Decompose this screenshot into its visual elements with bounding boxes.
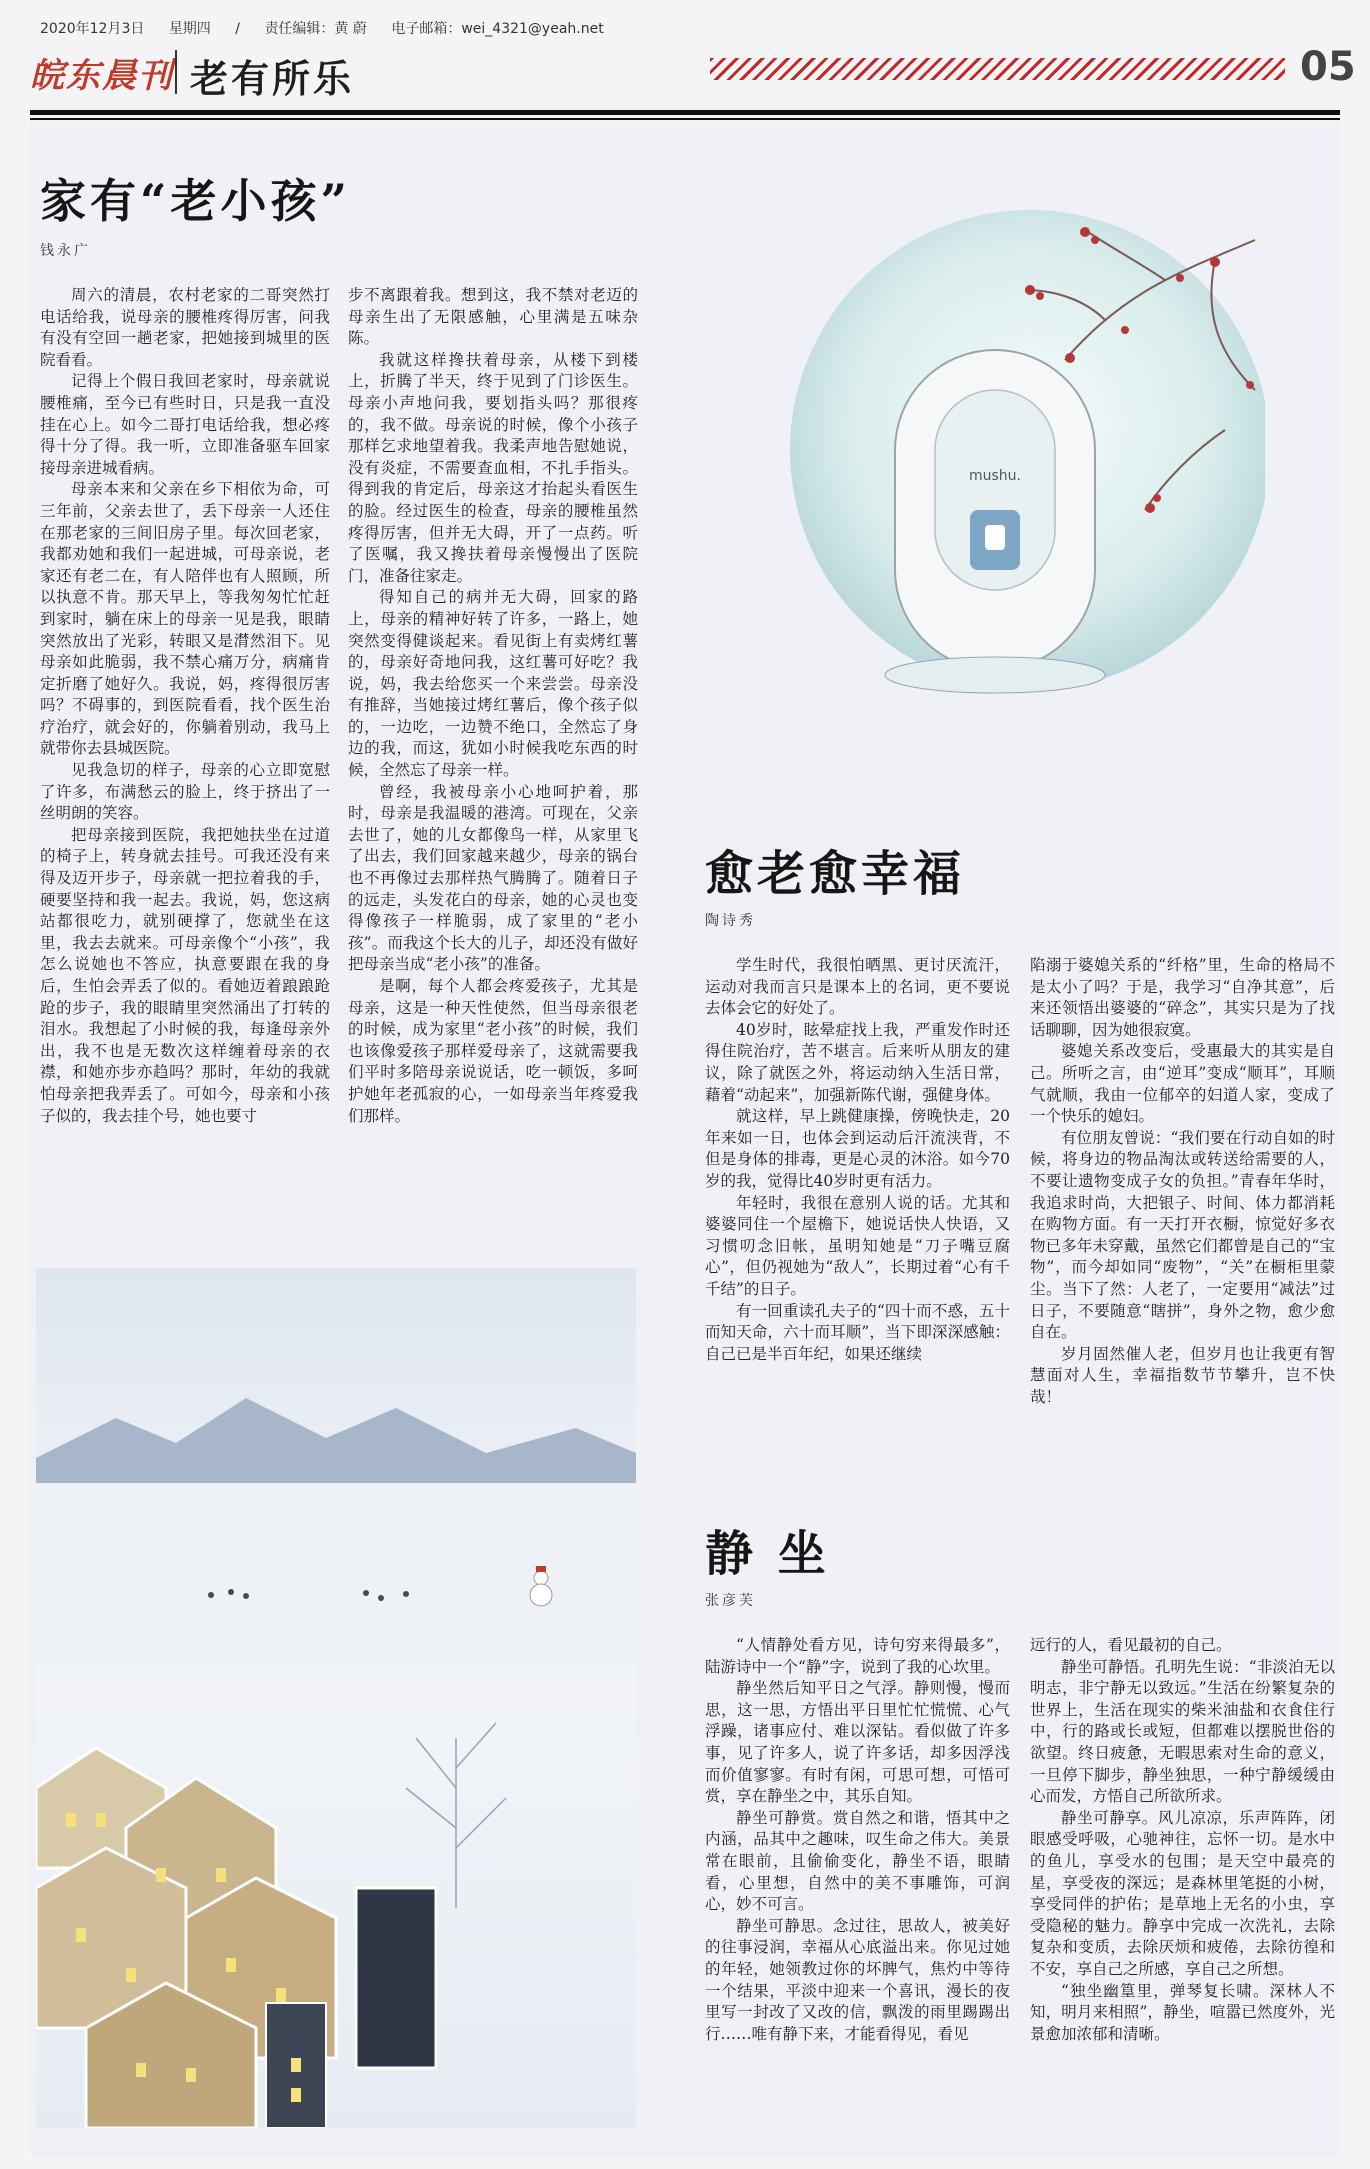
paragraph: “独坐幽篁里，弹琴复长啸。深林人不知，明月来相照”，静坐，喧嚣已然度外，光景愈加浓郁和清晰。 bbox=[1030, 1981, 1335, 2043]
masthead-rule-thin bbox=[30, 118, 1340, 120]
paragraph: “人情静处看方见，诗句穷来得最多”，陆游诗中一个“静”字，说到了我的心坎里。 bbox=[705, 1636, 1010, 1676]
snow-globe-illustration bbox=[785, 180, 1265, 750]
paragraph: 把母亲接到医院，我把她扶坐在过道的椅子上，转身就去挂号。可我还没有来得及迈开步子，母亲就一把拉着我的手，硬要坚持和我一起去。我说，妈，您这病站都很吃力，就别硬撑了，您就坐在这里，我去去就来。可母亲像个“小孩”，我怎么说她也不答应，执意要跟在我的身后，生怕会弄丢了似的。看她迈着踉踉跄跄的步子，我的眼睛里突然涌出了打转的泪水。我想起了小时候的我，每逢母亲外出，我不也是无数次这样缠着母亲的衣襟，和她亦步亦趋吗？那时，年幼的我就怕母亲把我弄丢了。可如今，母亲和小孩子似的，我去挂个号，她也要寸 bbox=[40, 825, 330, 1125]
paragraph: 母亲本来和父亲在乡下相依为命，可三年前，父亲去世了，丢下母亲一人还住在那老家的三间旧房子里。每次回老家，我都劝她和我们一起进城，可母亲说，老家还有老二在，有人陪伴也有人照顾，所以执意不肯。那天早上，等我匆匆忙忙赶到家时，躺在床上的母亲一见是我，眼睛突然放出了光彩，转眼又是潸然泪下。见母亲如此脆弱，我不禁心痛万分，病痛肯定折磨了她好久。我说，妈，疼得很厉害吗？不碍事的，到医院看看，找个医生治疗治疗，就会好的，你躺着别动，我马上就带你去县城医院。 bbox=[40, 480, 330, 758]
paragraph: 是啊，每个人都会疼爱孩子，尤其是母亲，这是一种天性使然，但当母亲很老的时候，成为家里“老小孩”的时候，我们也该像爱孩子那样爱母亲了，这就需要我们平时多陪母亲说说话，吃一顿饭，多呵护她年老孤寂的心，一如母亲当年疼爱我们那样。 bbox=[348, 977, 638, 1125]
article-title-yulao: 愈老愈幸福 bbox=[705, 846, 966, 902]
paragraph: 静坐可静思。念过往，思故人，被美好的往事浸润，幸福从心底溢出来。你见过她的年轻，她领教过你的坏脾气，焦灼中等待一个结果，平淡中迎来一个喜讯，漫长的夜里写一封改了又改的信，飘泼的雨里踢踢出行……唯有静下来，才能看得见，看见 bbox=[705, 1916, 1010, 2043]
paragraph: 步不离跟着我。想到这，我不禁对老迈的母亲生出了无限感触，心里满是五味杂陈。 bbox=[348, 286, 638, 348]
decorative-hatch-band bbox=[710, 58, 1285, 80]
issue-date: 2020年12月3日 bbox=[40, 21, 145, 37]
article-column-jingzuo-2 bbox=[1030, 1635, 1335, 2155]
paragraph: 远行的人，看见最初的自己。 bbox=[1030, 1636, 1232, 1654]
editor-credit: 责任编辑：黄 蔚 bbox=[264, 21, 367, 37]
paragraph: 静坐可静赏。赏自然之和谐，悟其中之内涵，品其中之趣味，叹生命之伟大。美景常在眼前，且偷偷变化，静坐不语，眼睛看，心里想，自然中的美不事雕饰，可润心，妙不可言。 bbox=[705, 1808, 1010, 1914]
page-number: 05 bbox=[1300, 44, 1356, 90]
paragraph: 记得上个假日我回老家时，母亲就说腰椎痛，至今已有些时日，只是我一直没挂在心上。如今二哥打电话给我，想必疼得十分了得。我一听，立即准备驱车回家接母亲进城看病。 bbox=[40, 372, 330, 477]
paragraph: 学生时代，我很怕晒黑、更讨厌流汗，运动对我而言只是课本上的名词，更不要说去体会它的好处了。 bbox=[705, 956, 1010, 1018]
paragraph: 静坐可静享。风儿凉凉，乐声阵阵，闭眼感受呼吸，心驰神往，忘怀一切。是水中的鱼儿，享受水的包围；是天空中最亮的星，享受夜的深远；是森林里笔挺的小树，享受同伴的护佑；是草地上无名的小虫，享受隐秘的魅力。静享中完成一次洗礼，去除复杂和变质，去除厌烦和疲倦，去除彷徨和不安，享自己之所感，享自己之所想。 bbox=[1030, 1808, 1335, 1978]
article-title-jingzuo: 静 坐 bbox=[705, 1526, 830, 1582]
paragraph: 我就这样搀扶着母亲，从楼下到楼上，折腾了半天，终于见到了门诊医生。母亲小声地问我，要划指头吗？那很疼的，我不做。母亲说的时候，像个小孩子那样乞求地望着我。我柔声地告慰她说，没有炎症，不需要查血相，不扎手指头。得到我的肯定后，母亲这才抬起头看医生的脸。经过医生的检查，母亲的腰椎虽然疼得厉害，但并无大碍，开了一点药。听了医嘱，我又搀扶着母亲慢慢出了医院门，准备往家走。 bbox=[348, 350, 638, 585]
issue-weekday: 星期四 bbox=[168, 21, 211, 37]
section-title: 老有所乐 bbox=[190, 56, 355, 101]
paragraph: 得知自己的病并无大碍，回家的路上，母亲的精神好转了许多，一路上，她突然变得健谈起来。看见街上有卖烤红薯的，母亲好奇地问我，这红薯可好吃？我说，妈，我去给您买一个来尝尝。母亲没有推辞，当她接过烤红薯后，像个孩子似的，一边吃，一边赞不绝口，全然忘了身边的我，而这，犹如小时候我吃东西的时候，全然忘了母亲一样。 bbox=[348, 588, 638, 780]
article-column-yulao-1 bbox=[705, 955, 1010, 1445]
masthead bbox=[30, 44, 1356, 102]
article-column-laoxiaohai-1 bbox=[40, 285, 330, 1235]
paragraph: 岁月固然催人老，但岁月也让我更有智慧面对人生，幸福指数节节攀升，岂不快哉！ bbox=[1030, 1344, 1335, 1406]
article-column-jingzuo-1 bbox=[705, 1635, 1010, 2155]
article-author-jingzuo: 张彦芙 bbox=[705, 1593, 756, 1609]
paragraph: 曾经，我被母亲小心地呵护着，那时，母亲是我温暖的港湾。可现在，父亲去世了，她的儿女都像鸟一样，从家里飞了出去，我们回家越来越少，母亲的锅台也不再像过去那样热气腾腾了。随着日子的远走，头发花白的母亲，她的心灵也变得像孩子一样脆弱，成了家里的“老小孩”。而我这个长大的儿子，却还没有做好把母亲当成“老小孩”的准备。 bbox=[348, 782, 638, 974]
winter-village-illustration bbox=[36, 1268, 636, 2128]
paragraph: 就这样，早上跳健康操，傍晚快走，20年来如一日，也体会到运动后汗流浃背，不但是身体的排毒，更是心灵的沐浴。如今70岁的我，觉得比40岁时更有活力。 bbox=[705, 1107, 1010, 1190]
header-separator: / bbox=[235, 21, 240, 37]
paragraph: 40岁时，眩晕症找上我，严重发作时还得住院治疗，苦不堪言。后来听从朋友的建议，除了就医之外，将运动纳入生活日常，藉着“动起来”，加强新陈代谢，强健身体。 bbox=[705, 1020, 1010, 1104]
paragraph: 周六的清晨，农村老家的二哥突然打电话给我，说母亲的腰椎疼得厉害，问我有没有空回一趟老家，把她接到城里的医院看看。 bbox=[40, 286, 330, 369]
article-author-laoxiaohai: 钱永广 bbox=[40, 243, 91, 259]
editor-email: 电子邮箱：wei_4321@yeah.net bbox=[391, 21, 604, 37]
paragraph: 有位朋友曾说：“我们要在行动自如的时候，将身边的物品淘汰或转送给需要的人，不要让遗物变成子女的负担。”青春年华时，我追求时尚，大把银子、时间、体力都消耗在购物方面。有一天打开衣橱，惊觉好多衣物已多年未穿戴，虽然它们都曾是自己的“宝物”，而今却如同“废物”，“关”在橱柜里蒙尘。当下了然：人老了，一定要用“减法”过日子，不要随意“瞎拼”，身外之物，愈少愈自在。 bbox=[1030, 1128, 1335, 1342]
article-title-laoxiaohai: 家有“老小孩” bbox=[40, 174, 351, 228]
svg-text:mushu.: mushu. bbox=[968, 468, 1022, 484]
masthead-rule-thick bbox=[30, 110, 1340, 115]
brand-divider bbox=[175, 50, 177, 94]
paragraph: 有一回重读孔夫子的“四十而不惑，五十而知天命，六十而耳顺”，当下即深深感触：自己已是半百年纪，如果还继续 bbox=[705, 1301, 1010, 1363]
paragraph: 静坐可静悟。孔明先生说：“非淡泊无以明志，非宁静无以致远。”生活在纷繁复杂的世界上，生活在现实的柴米油盐和衣食住行中，行的路或长或短，但都难以摆脱世俗的欲望。终日疲惫，无暇思索对生命的意义，一旦停下脚步，静坐独思，一种宁静缓缓由心而发，方悟自己所欲所求。 bbox=[1030, 1657, 1335, 1806]
paragraph: 年轻时，我很在意别人说的话。尤其和婆婆同住一个屋檐下，她说话快人快语，又习惯叨念旧帐，虽明知她是“刀子嘴豆腐心”，但仍视她为“敌人”，长期过着“心有千千结”的日子。 bbox=[705, 1193, 1010, 1298]
paragraph: 婆媳关系改变后，受惠最大的其实是自己。所听之言，由“逆耳”变成“顺耳”，耳顺气就顺，我由一位郁卒的妇道人家，变成了一个快乐的媳妇。 bbox=[1030, 1042, 1335, 1126]
page-header-line bbox=[40, 18, 624, 38]
paragraph: 见我急切的样子，母亲的心立即宽慰了许多，布满愁云的脸上，终于挤出了一丝明朗的笑容。 bbox=[40, 761, 330, 823]
newspaper-brand: 皖东晨刊 bbox=[30, 56, 174, 96]
article-author-yulao: 陶诗秀 bbox=[705, 913, 756, 929]
paragraph: 静坐然后知平日之气浮。静则慢，慢而思，这一思，方悟出平日里忙忙慌慌、心气浮躁，诸事应付、难以深钻。看似做了许多事，见了许多人，说了许多话，却多因浮浅而价值寥寥。有时有闲，可思可想，可悟可赏，享在静坐之中，其乐自知。 bbox=[705, 1679, 1010, 1806]
article-column-laoxiaohai-2 bbox=[348, 285, 638, 1235]
article-column-yulao-2 bbox=[1030, 955, 1335, 1445]
paragraph: 陷溺于婆媳关系的“纤格”里，生命的格局不是太小了吗？于是，我学习“自净其意”，后来还领悟出婆婆的“碎念”，其实只是为了找话聊聊，因为她很寂寞。 bbox=[1030, 956, 1335, 1039]
